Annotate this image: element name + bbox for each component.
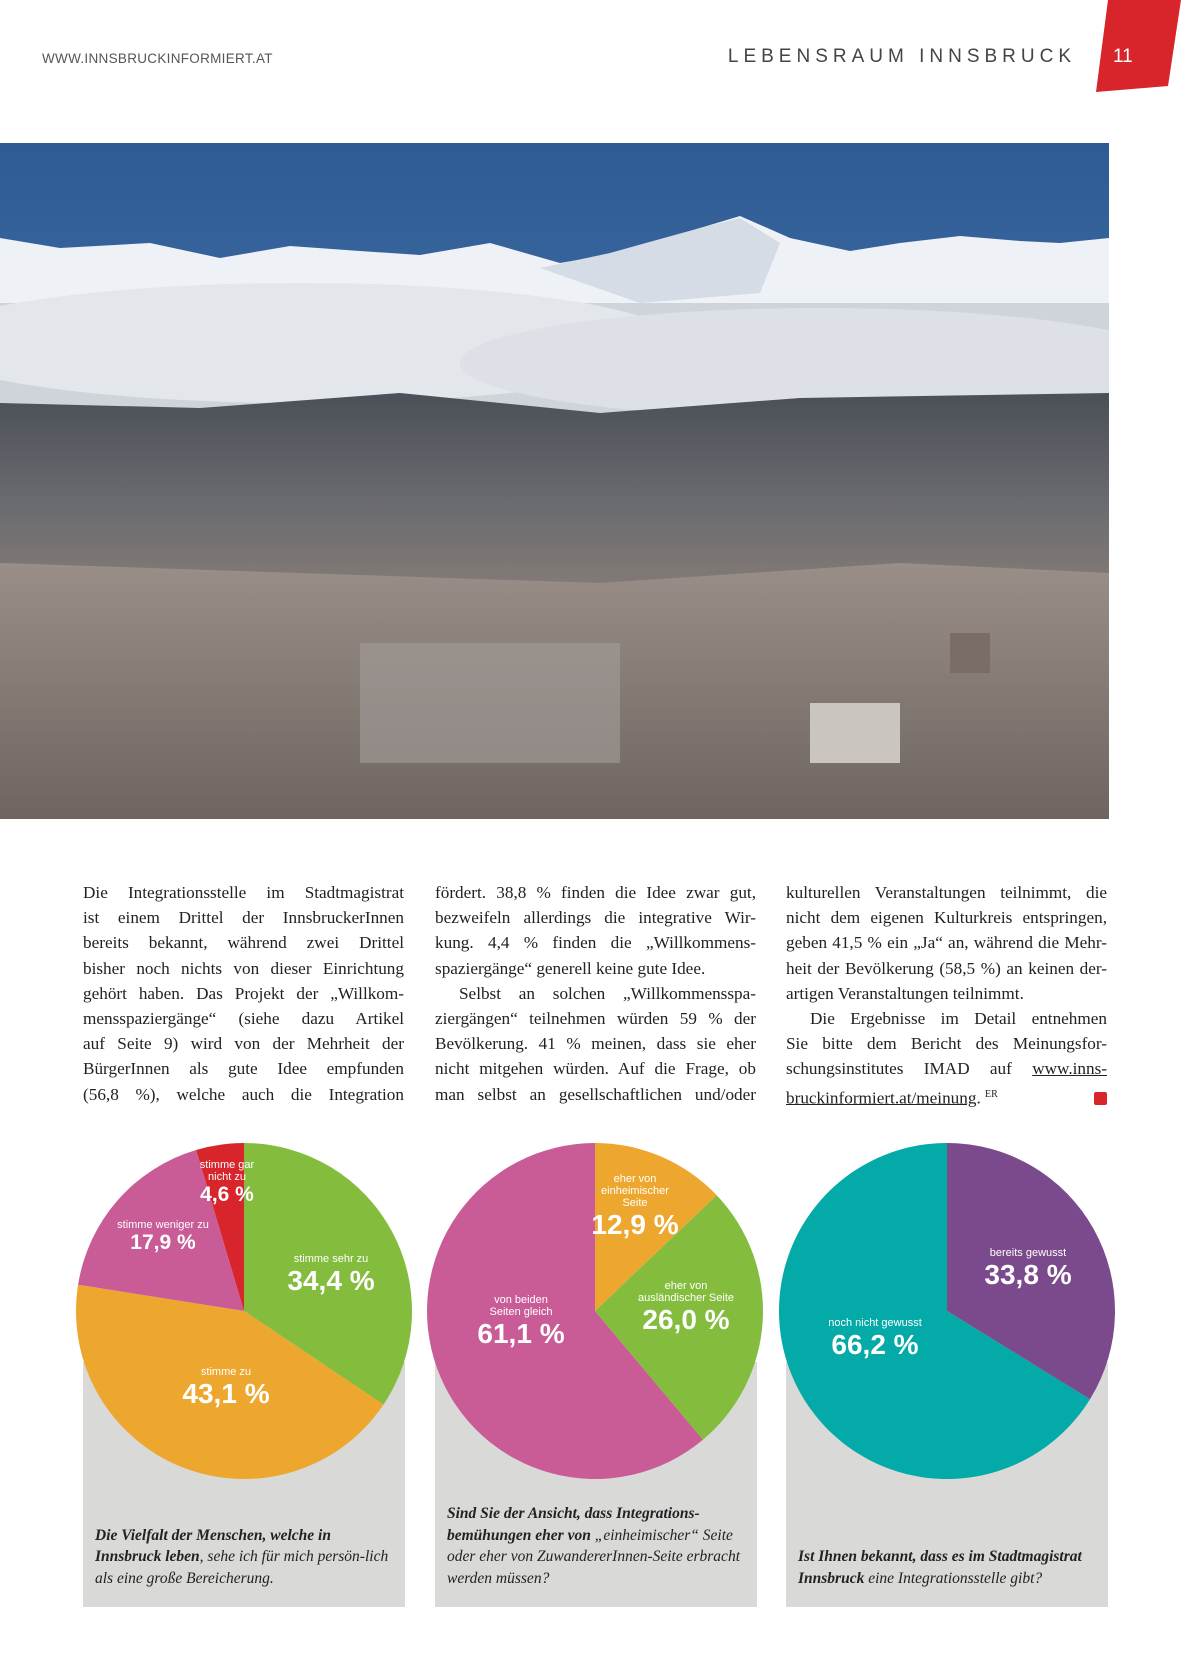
slice-label-stimme-weniger-zu: stimme weniger zu 17,9 % — [117, 1219, 209, 1254]
text-line: ist einem Drittel der InnsbruckerInnen — [83, 908, 404, 928]
section-title: LEBENSRAUM INNSBRUCK — [727, 46, 1076, 67]
text-line: mensspaziergänge“ (siehe dazu Artikel — [83, 1009, 404, 1029]
text-line: geben 41,5 % ein „Ja“ an, während die Mehr- — [786, 933, 1107, 953]
text-line: bezweifeln allerdings die integrative Wir- — [435, 908, 756, 928]
text-line: BürgerInnen als gute Idee empfunden — [83, 1059, 404, 1079]
text-line: artigen Veranstaltungen teilnimmt. — [786, 983, 1024, 1003]
imad-link[interactable]: bruckinformiert.at/meinung — [786, 1088, 977, 1108]
header-url: WWW.INNSBRUCKINFORMIERT.AT — [42, 51, 273, 66]
slice-label-bereits-gewusst: bereits gewusst 33,8 % — [984, 1247, 1072, 1290]
text-line: spaziergänge“ generell keine gute Idee. — [435, 958, 706, 978]
slice-label-stimme-gar-nicht-zu: stimme gar nicht zu 4,6 % — [199, 1159, 255, 1206]
imad-link[interactable]: www.inns- — [1032, 1059, 1107, 1079]
text-line: kung. 4,4 % finden die „Willkommens- — [435, 933, 756, 953]
slice-label-stimme-sehr-zu: stimme sehr zu 34,4 % — [287, 1253, 375, 1296]
text-line: gehört haben. Das Projekt der „Willkom- — [83, 983, 404, 1003]
page-number: 11 — [1113, 46, 1133, 67]
text-line: kulturellen Veranstaltungen teilnimmt, die — [786, 883, 1107, 902]
text-line: Sie bitte dem Bericht des Meinungsfor- — [786, 1034, 1107, 1054]
author-initials: ER — [985, 1088, 998, 1100]
text-line: heit der Bevölkerung (58,5 %) an keinen der- — [786, 958, 1107, 978]
text-line: ziergängen“ teilnehmen würden 59 % der — [435, 1009, 756, 1029]
slice-label-beide-seiten: von beiden Seiten gleich 61,1 % — [477, 1294, 565, 1349]
slice-label-auslaendisch: eher von ausländischer Seite 26,0 % — [637, 1280, 734, 1335]
text-line: bruckinformiert.at/meinung. $^{ER}$ — [786, 1082, 1107, 1111]
text-line: Die Integrationsstelle im Stadtmagistrat — [83, 883, 404, 902]
text-line: bereits bekannt, während zwei Drittel — [83, 933, 404, 953]
text-line: (56,8 %), welche auch die Integration — [83, 1084, 404, 1104]
text-line: fördert. 38,8 % finden die Idee zwar gut, — [435, 883, 756, 902]
text-line: man selbst an gesellschaftlichen und/oder — [435, 1084, 756, 1104]
text-line: bisher noch nichts von dieser Einrichtung — [83, 958, 404, 978]
text-line: Die Ergebnisse im Detail entnehmen — [810, 1009, 1107, 1029]
slice-label-stimme-zu: stimme zu 43,1 % — [182, 1366, 270, 1409]
slice-label-einheimisch: eher von einheimischer Seite 12,9 % — [591, 1173, 679, 1240]
text-line: auf Seite 9) wird von der Mehrheit der — [83, 1034, 404, 1054]
slice-label-noch-nicht-gewusst: noch nicht gewusst 66,2 % — [828, 1317, 922, 1360]
chart-question-2: Sind Sie der Ansicht, dass Integrations-bemühungen eher von „einheimischer“ Seite oder eher von ZuwandererInnen-Seite erbracht werden müssen? — [447, 1505, 740, 1587]
chart-question-1: Die Vielfalt der Menschen, welche in Innsbruck leben, sehe ich für mich persön-lich als eine große Bereicherung. — [95, 1526, 389, 1587]
text-line: Bevölkerung. 41 % meinen, dass sie eher — [435, 1034, 756, 1054]
text-line: nicht dem eigenen Kulturkreis entspringen, — [786, 908, 1107, 928]
chart-question-3: Ist Ihnen bekannt, dass es im Stadtmagistrat Innsbruck eine Integrationsstelle gibt? — [798, 1548, 1082, 1587]
text-line: nicht mitgehen würden. Auf die Frage, ob — [435, 1059, 756, 1079]
text-line: schungsinstitutes IMAD auf www.inns- — [786, 1059, 1107, 1079]
text-line: Selbst an solchen „Willkommensspa- — [459, 983, 756, 1003]
